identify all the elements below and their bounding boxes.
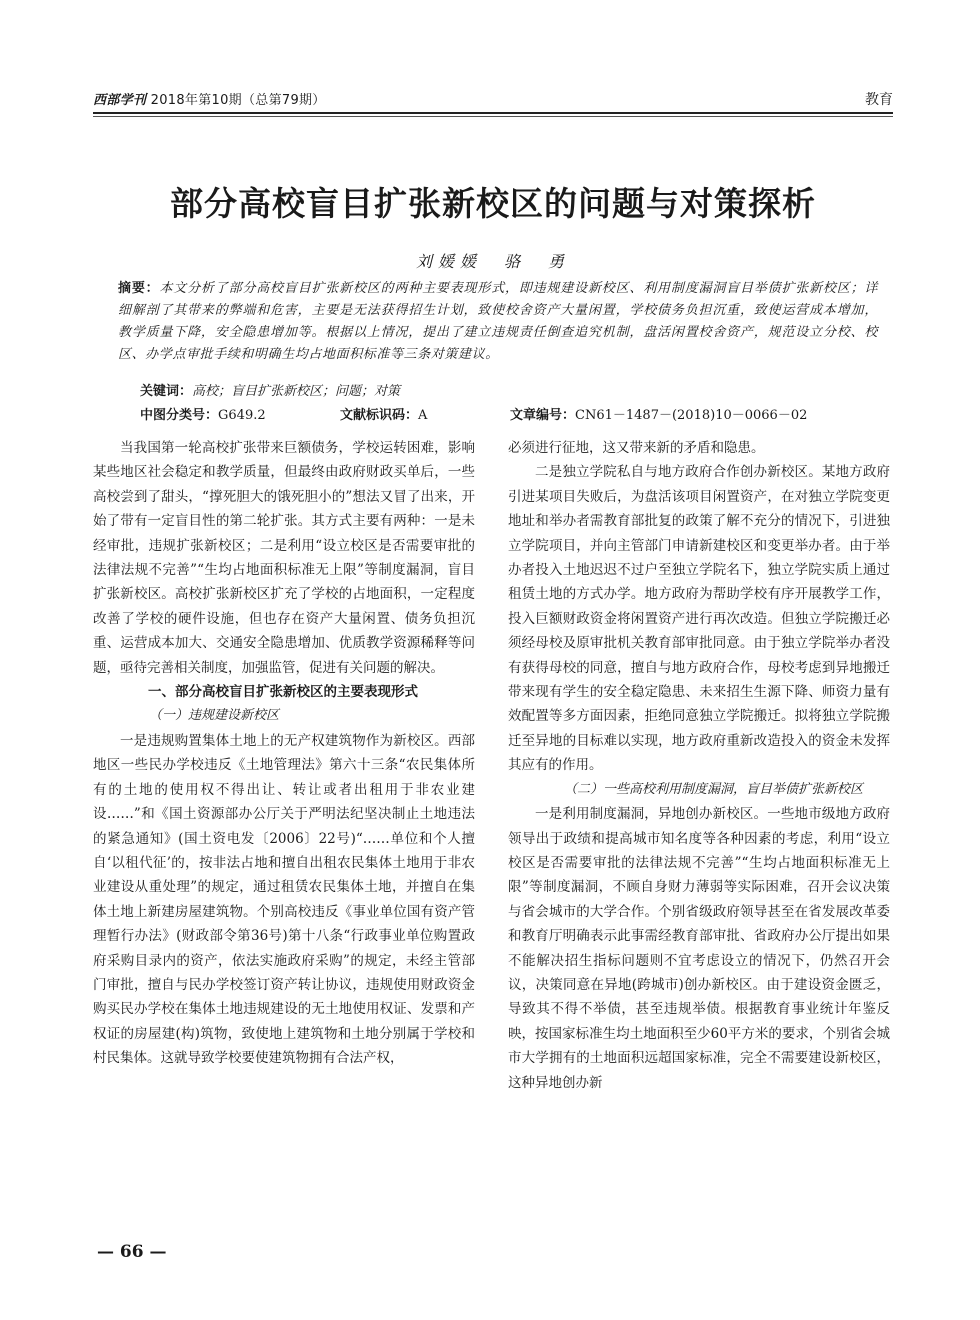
running-header [93,85,893,113]
article-number [510,404,807,423]
body-paragraph: 二是独立学院私自与地方政府合作创办新校区。某地方政府引进某项目失败后，为盘活该项目闲置资产，在对独立学院变更地址和举办者需教育部批复的政策了解不充分的情况下，引进独立学院项目，并向主管部门申请新建校区和变更举办者。由于举办者投入土地迟迟不过户至独立学院名下，独立学院实质上通过租赁土地的方式办学。地方政府为帮助学校有序开展教学工作，投入巨额财政资金将闲置资产进行再次改造。但独立学院搬迁必须经母校及原审批机关教育部审批同意。由于独立学院举办者没有获得母校的同意，擅自与地方政府合作，母校考虑到异地搬迁带来现有学生的安全稳定隐患、未来招生生源下降、师资力量有效配置等多方面因素，拒绝同意独立学院搬迁。拟将独立学院搬迁至异地的目标难以实现，地方政府重新改造投入的资金未发挥其应有的作用。 [508,464,890,774]
classification-meta [140,404,880,424]
subsection-heading: （一）违规建设新校区 [149,708,280,724]
left-column [93,436,475,1071]
article-number-value: CN61－1487－(2018)10－0066－02 [575,408,808,423]
journal-issue: 2018年第10期（总第79期） [150,93,326,108]
subsection-heading: （二）一些高校利用制度漏洞，盲目举债扩张新校区 [564,781,864,797]
keywords [140,380,880,399]
doc-code-label: 文献标识码： [340,408,419,423]
right-column [508,436,890,1095]
article-number-label: 文章编号： [510,408,576,423]
article-authors: 刘媛媛 骆 勇 [415,252,570,271]
doc-code [340,404,427,423]
header-rule-thin [93,116,893,117]
body-paragraph: 当我国第一轮高校扩张带来巨额债务，学校运转困难，影响某些地区社会稳定和教学质量，但最终由政府财政买单后，一些高校尝到了甜头，“撑死胆大的饿死胆小的”想法又冒了出来，开始了带有一定盲目性的第二轮扩张。其方式主要有两种：一是未经审批，违规扩张新校区；二是利用“设立校区是否需要审批的法律法规不完善”“生均占地面积标准无上限”等制度漏洞，盲目扩张新校区。高校扩张新校区扩充了学校的占地面积，一定程度改善了学校的硬件设施，但也存在资产大量闲置、债务负担沉重、运营成本加大、交通安全隐患增加、优质教学资源稀释等问题，亟待完善相关制度，加强监管，促进有关问题的解决。 [93,440,475,676]
section-label: 教育 [865,92,893,108]
body-paragraph: 必须进行征地，这又带来新的矛盾和隐患。 [508,440,765,456]
section-heading: 一、部分高校盲目扩张新校区的主要表现形式 [148,684,418,701]
keywords-label: 关键词： [140,384,193,399]
abstract [118,278,878,366]
journal-brand: 西部学刊 [93,93,147,108]
abstract-text: 本文分析了部分高校盲目扩张新校区的两种主要表现形式，即违规建设新校区、利用制度漏洞盲目举债扩张新校区；详细解剖了其带来的弊端和危害，主要是无法获得招生计划，致使校舍资产大量闲置，学校债务负担沉重，致使运营成本增加，教学质量下降，安全隐患增加等。根据以上情况，提出了建立违规责任倒查追究机制，盘活闲置校舍资产，规范设立分校、校区、办学点审批手续和明确生均占地面积标准等三条对策建议。 [118,281,878,362]
class-number [140,404,266,423]
class-number-label: 中图分类号： [140,408,219,423]
doc-code-value: A [418,408,428,423]
body-paragraph: 一是利用制度漏洞，异地创办新校区。一些地市级地方政府领导出于政绩和提高城市知名度等各种因素的考虑，利用“设立校区是否需要审批的法律法规不完善”“生均占地面积标准无上限”等制度漏洞，不顾自身财力薄弱等实际困难，召开会议决策与省会城市的大学合作。个别省级政府领导甚至在省发展改革委和教育厅明确表示此事需经教育部审批、省政府办公厅提出如果不能解决招生指标问题则不宜考虑设立的情况下，仍然召开会议，决策同意在异地(跨城市)创办新校区。由于建设资金匮乏，导致其不得不举债，甚至违规举债。根据教育事业统计年鉴反映，按国家标准生均土地面积至少60平方米的要求，个别省会城市大学拥有的土地面积远超国家标准，完全不需要建设新校区，这种异地创办新 [508,806,890,1091]
body-paragraph: 一是违规购置集体土地上的无产权建筑物作为新校区。西部地区一些民办学校违反《土地管理法》第六十三条“农民集体所有的土地的使用权不得出让、转让或者出租用于非农业建设……”和《国土资源部办公厅关于严明法纪坚决制止土地违法的紧急通知》(国土资电发〔2006〕22号)“……单位和个人擅自‘以租代征’的，按非法占地和擅自出租农民集体土地用于非农业建设从重处理”的规定，通过租赁农民集体土地，并擅自在集体土地上新建房屋建筑物。个别高校违反《事业单位国有资产管理暂行办法》(财政部令第36号)第十八条“行政事业单位购置政府采购目录内的资产，依法实施政府采购”的规定，未经主管部门审批，擅自与民办学校签订资产转让协议，违规使用财政资金购买民办学校在集体土地违规建设的无土地使用权证、发票和产权证的房屋建(构)筑物，致使地上建筑物和土地分别属于学校和村民集体。这就导致学校要使建筑物拥有合法产权， [93,732,475,1067]
page-number: — 66 — [97,1242,167,1262]
abstract-label: 摘要： [118,281,160,296]
keywords-text: 高校；盲目扩张新校区；问题；对策 [192,384,401,399]
header-rule [93,112,893,114]
journal-info [93,89,326,108]
class-number-value: G649.2 [218,408,266,423]
article-title: 部分高校盲目扩张新校区的问题与对策探析 [170,184,816,223]
